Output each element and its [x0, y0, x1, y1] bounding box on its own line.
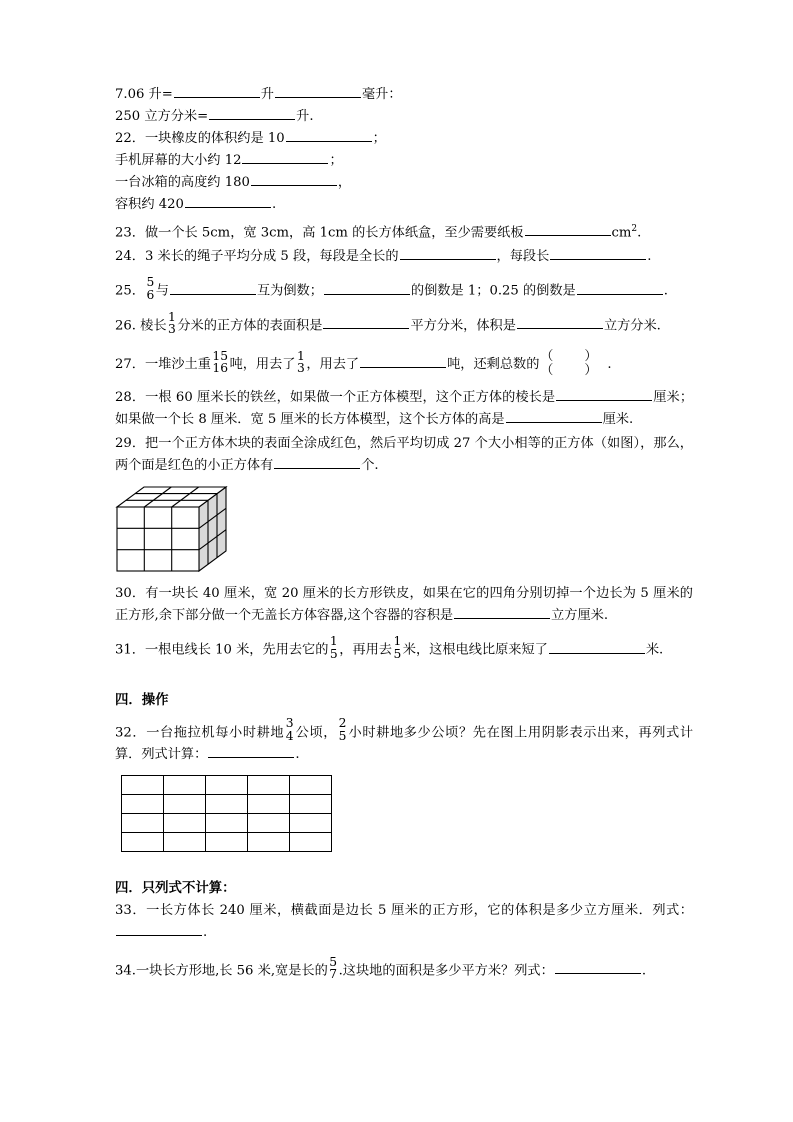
question-text: 30．有一块长 40 厘米，宽 20 厘米的长方形铁皮，如果在它的四角分别切掉一个边长为 5 厘米的正方形,余下部分做一个无盖长方体容器,这个容器的容积是	[115, 586, 693, 624]
fraction-numerator: 1	[393, 633, 402, 648]
grid-cell[interactable]	[122, 832, 164, 851]
question-text: 24．3 米长的绳子平均分成 5 段，每段是全长的	[115, 249, 399, 265]
answer-blank[interactable]	[454, 606, 550, 620]
question-26	[115, 309, 693, 337]
fraction-1-3	[297, 350, 305, 375]
question-text: ，用去了	[306, 357, 360, 373]
grid-cell[interactable]	[290, 775, 332, 794]
unit-label: 厘米.	[602, 412, 634, 428]
grid-cell[interactable]	[206, 832, 248, 851]
table-row	[122, 832, 332, 851]
table-row	[122, 775, 332, 794]
unit-label: 个.	[361, 458, 379, 474]
answer-blank[interactable]	[323, 316, 409, 330]
fraction-denominator: 5	[338, 728, 347, 743]
answer-blank[interactable]	[550, 247, 646, 261]
answer-blank[interactable]	[517, 316, 603, 330]
fraction-5-6	[146, 276, 154, 301]
answer-blank[interactable]	[251, 172, 337, 186]
fraction-denominator: 3	[297, 361, 305, 376]
punctuation: ；	[329, 153, 343, 168]
unit-label: 米.	[645, 642, 664, 658]
answer-blank[interactable]	[286, 128, 372, 142]
section-heading-expression-only: 四．只列式不计算：	[115, 879, 236, 896]
question-text: 平方分米，体积是	[410, 318, 516, 334]
fraction-denominator: 7	[329, 967, 338, 982]
question-text: 34.一块长方形地,长 56 米,宽是长的	[115, 963, 328, 979]
worksheet-content	[115, 84, 693, 982]
table-row	[122, 813, 332, 832]
question-text: 29．把一个正方体木块的表面全涂成红色，然后平均切成 27 个大小相等的正方体（如图），那么，两个面是红色的小正方体有	[115, 436, 693, 474]
question-text: 公顷，	[295, 724, 338, 740]
grid-cell[interactable]	[164, 832, 206, 851]
punctuation: .	[271, 197, 277, 212]
grid-cell[interactable]	[290, 813, 332, 832]
question-text: 一台冰箱的高度约 180	[115, 175, 250, 190]
grid-cell[interactable]	[122, 813, 164, 832]
answer-blank[interactable]	[275, 84, 361, 98]
question-30	[115, 583, 693, 627]
question-31	[115, 633, 693, 661]
punctuation: .	[203, 924, 208, 940]
answer-blank[interactable]	[185, 194, 271, 208]
question-text: 厘米；如果做一个长 8 厘米．宽 5 厘米的长方体模型，这个长方体的高是	[115, 390, 694, 428]
answer-blank[interactable]	[577, 281, 663, 295]
fraction-denominator: 5	[329, 646, 338, 661]
question-23	[115, 218, 693, 244]
answer-blank[interactable]	[116, 922, 202, 936]
fraction-3-4	[286, 717, 294, 742]
question-text: 吨，用去了	[229, 357, 296, 373]
question-text: 33．一长方体长 240 厘米，横截面是边长 5 厘米的正方形，它的体积是多少立方厘米．列式：	[115, 902, 693, 918]
punctuation: .	[607, 357, 612, 373]
grid-cell[interactable]	[122, 775, 164, 794]
fraction-denominator: 4	[285, 728, 294, 743]
question-text: 22．一块橡皮的体积约是 10	[115, 131, 285, 146]
answer-blank[interactable]	[556, 388, 652, 402]
question-22-line-3	[115, 172, 693, 194]
punctuation: .	[663, 283, 668, 299]
question-text: 27．一堆沙土重	[115, 357, 211, 373]
fraction-numerator: 1	[329, 633, 338, 648]
question-text: 23．做一个长 5cm，宽 3cm，高 1cm 的长方体纸盒，至少需要纸板	[115, 225, 524, 241]
grid-cell[interactable]	[290, 832, 332, 851]
grid-cell[interactable]	[122, 794, 164, 813]
punctuation: .	[637, 225, 642, 241]
fraction-2-5	[339, 717, 347, 742]
question-text: 32．一台拖拉机每小时耕地	[115, 724, 285, 740]
fill-item-250-cubic-dm	[115, 106, 693, 128]
answer-blank[interactable]	[274, 456, 360, 470]
fill-item-7-06-liters	[115, 84, 693, 106]
fraction-numerator: 5	[329, 954, 338, 969]
grid-cell[interactable]	[248, 813, 290, 832]
question-25	[115, 277, 693, 302]
shading-grid-body	[122, 775, 332, 851]
answer-blank[interactable]	[174, 84, 260, 98]
question-33	[115, 900, 693, 944]
unit-label: cm	[611, 225, 632, 241]
punctuation: .	[295, 746, 300, 762]
grid-cell[interactable]	[206, 813, 248, 832]
grid-cell[interactable]	[248, 832, 290, 851]
question-24	[115, 246, 693, 268]
answer-blank[interactable]	[209, 106, 295, 120]
answer-blank[interactable]	[549, 640, 645, 654]
fraction-numerator-blank: （ ）	[540, 349, 607, 365]
grid-cell[interactable]	[248, 775, 290, 794]
answer-blank[interactable]	[360, 355, 446, 369]
unit-label: 立方分米.	[603, 318, 661, 334]
punctuation: ；	[372, 131, 386, 146]
answer-blank[interactable]	[555, 961, 641, 975]
fraction-denominator: 5	[393, 646, 402, 661]
question-text: 手机屏幕的大小约 12	[115, 153, 242, 168]
punctuation: .	[647, 249, 652, 265]
question-32	[115, 716, 694, 766]
fraction-1-3	[168, 311, 176, 336]
table-row	[122, 794, 332, 813]
cube-svg	[111, 485, 246, 581]
question-number: 25．	[115, 283, 145, 299]
question-22-line-2	[115, 150, 693, 172]
answer-blank[interactable]	[525, 223, 611, 237]
question-text: 的倒数是 1；0.25 的倒数是	[410, 283, 576, 299]
shading-grid[interactable]	[121, 775, 332, 852]
fraction-denominator: 3	[168, 322, 176, 337]
grid-cell[interactable]	[290, 794, 332, 813]
question-text: 吨，还剩总数的	[447, 357, 540, 373]
fill-item-label: 7.06 升=	[115, 87, 173, 102]
question-22-line-1	[115, 128, 693, 150]
question-text: 容积约 420	[115, 197, 184, 212]
unit-label: 立方厘米.	[551, 608, 609, 624]
answer-blank[interactable]	[400, 247, 496, 261]
unit-label: 毫升：	[361, 87, 402, 102]
answer-blank[interactable]	[506, 410, 602, 424]
fraction-1-5	[330, 635, 338, 660]
question-29	[115, 433, 693, 477]
unit-exponent: 2	[631, 224, 638, 234]
grid-cell[interactable]	[206, 775, 248, 794]
fraction-numerator: 2	[338, 716, 347, 731]
answer-blank[interactable]	[324, 281, 410, 295]
unit-label: 升	[260, 87, 274, 102]
question-28	[115, 387, 693, 431]
fraction-5-7	[329, 956, 337, 981]
question-text: 26. 棱长	[115, 318, 167, 334]
grid-cell[interactable]	[164, 775, 206, 794]
grid-cell[interactable]	[206, 794, 248, 813]
fraction-15-16	[212, 350, 228, 375]
question-27	[115, 350, 693, 378]
grid-cell[interactable]	[164, 813, 206, 832]
question-text: 米，这根电线比原来短了	[402, 642, 548, 658]
question-text: 与	[155, 283, 169, 299]
grid-cell[interactable]	[164, 794, 206, 813]
fraction-denominator: 16	[212, 361, 229, 376]
fraction-numerator: 3	[285, 716, 294, 731]
fraction-numerator: 5	[146, 275, 155, 290]
question-text: 互为倒数；	[256, 283, 323, 299]
unit-label: 升.	[296, 109, 314, 124]
question-34	[115, 954, 693, 982]
question-text: ，每段长	[496, 249, 550, 265]
shading-grid-wrapper	[121, 775, 693, 852]
fraction-1-5	[393, 635, 401, 660]
question-text: ，再用去	[339, 642, 392, 658]
answer-blank[interactable]	[170, 281, 256, 295]
fraction-numerator: 15	[212, 348, 229, 363]
answer-blank[interactable]	[208, 744, 294, 758]
punctuation: ，	[337, 175, 352, 190]
fraction-blank-parentheses[interactable]	[540, 350, 606, 378]
cube-figure-3x3x3	[111, 485, 693, 581]
question-text: 28．一根 60 厘米长的铁丝，如果做一个正方体模型，这个正方体的棱长是	[115, 390, 556, 406]
fill-item-label: 250 立方分米=	[115, 109, 209, 124]
answer-blank[interactable]	[242, 150, 328, 164]
fraction-numerator: 1	[168, 309, 176, 324]
question-text: .这块地的面积是多少平方米？列式：	[338, 963, 554, 979]
fraction-numerator: 1	[297, 348, 305, 363]
section-heading-operation: 四．操作	[115, 691, 169, 708]
question-text: 小时耕地多少公顷？先在图上用阴影表示出来，再列式计算．列式计算：	[115, 724, 694, 762]
grid-cell[interactable]	[248, 794, 290, 813]
fraction-denominator: 6	[146, 287, 155, 302]
question-text: 31．一根电线长 10 米，先用去它的	[115, 642, 329, 658]
punctuation: .	[641, 963, 647, 979]
fraction-denominator-blank: （ ）	[540, 363, 607, 379]
question-text: 分米的正方体的表面积是	[177, 318, 323, 334]
question-22-line-4	[115, 194, 693, 216]
